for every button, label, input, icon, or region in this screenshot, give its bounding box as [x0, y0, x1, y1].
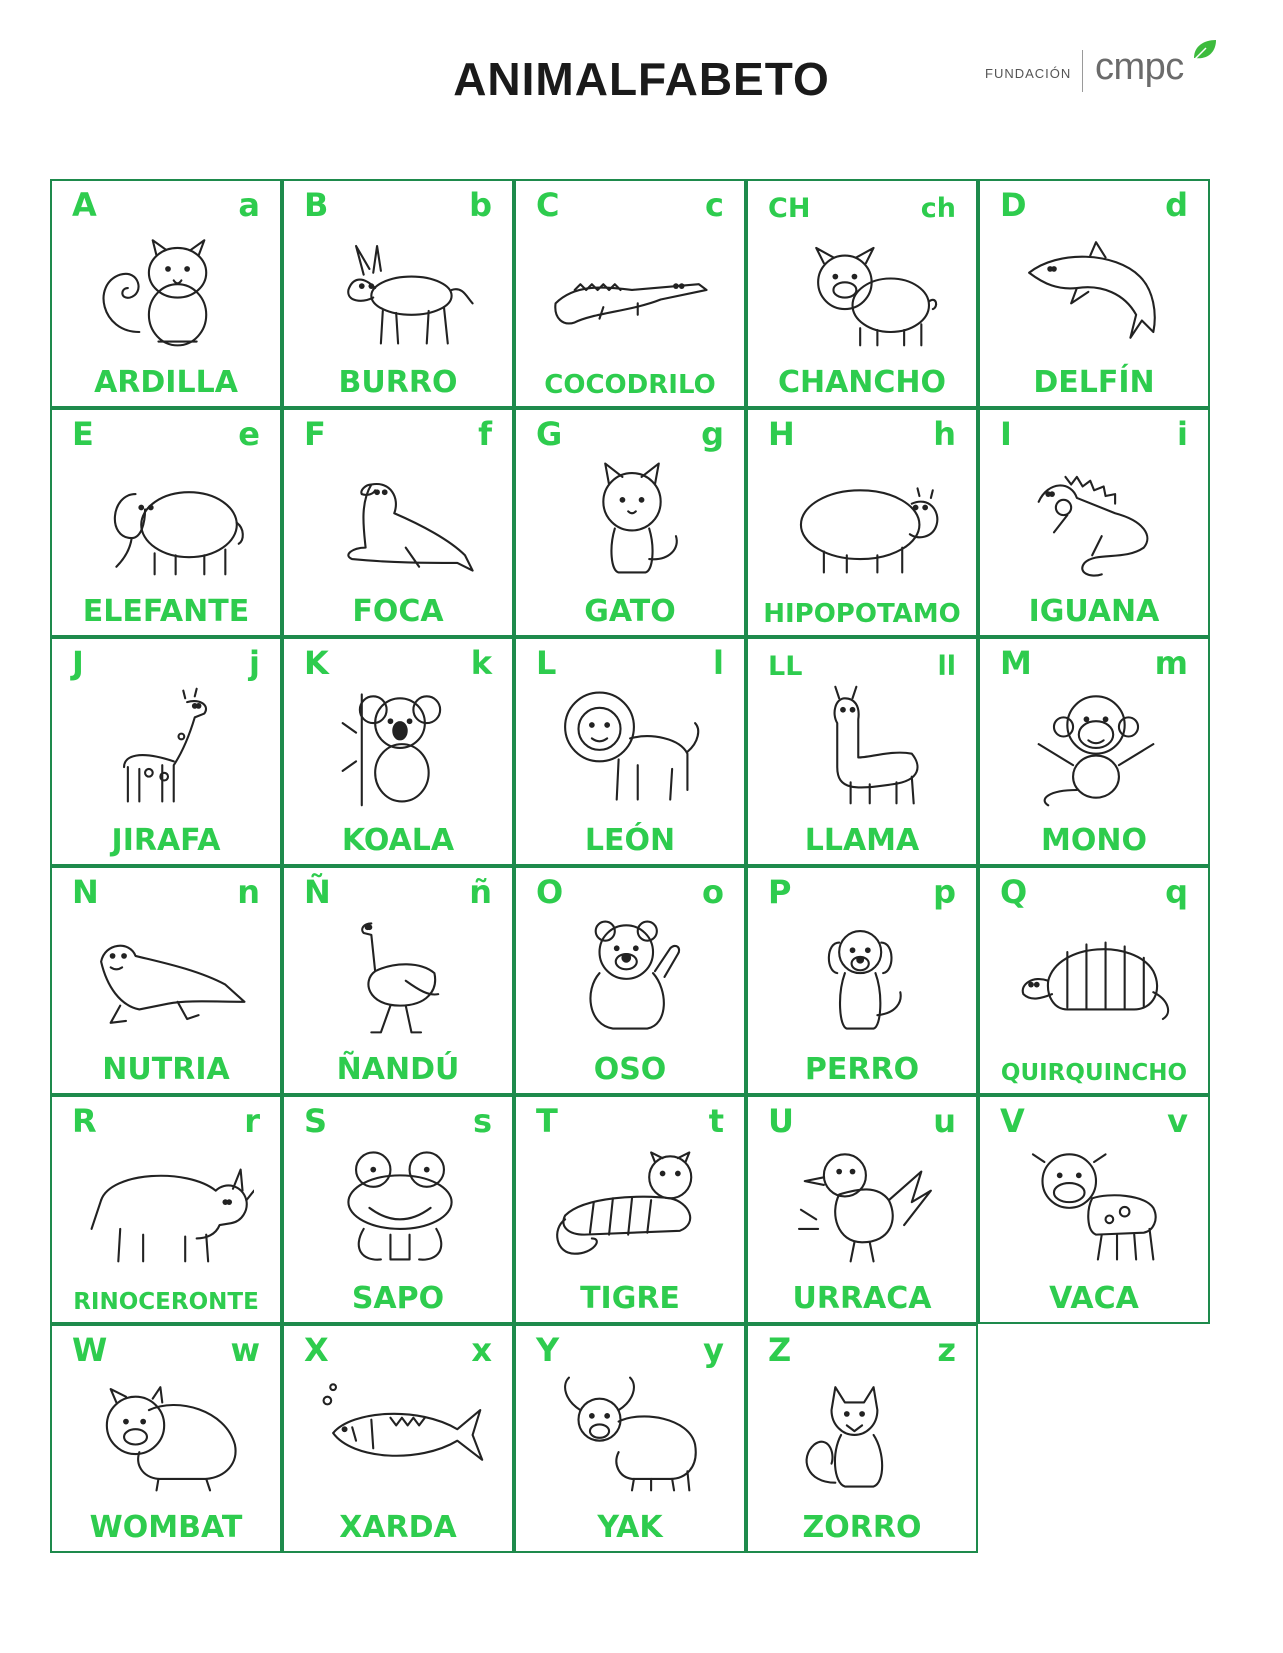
- magpie-icon: [778, 1141, 950, 1269]
- uppercase-letter: J: [72, 644, 84, 682]
- bear-icon: [546, 912, 718, 1040]
- lion-icon: [546, 683, 718, 811]
- animal-name: GATO: [584, 594, 676, 629]
- letter-card: [978, 408, 1210, 637]
- letter-card: [514, 1324, 746, 1553]
- lowercase-letter: ñ: [469, 873, 492, 911]
- animal-name: ARDILLA: [94, 365, 238, 400]
- uppercase-letter: Ñ: [304, 873, 331, 911]
- lowercase-letter: y: [703, 1331, 724, 1369]
- letter-card: [746, 179, 978, 408]
- letter-card: [50, 1095, 282, 1324]
- letter-card: [50, 1324, 282, 1553]
- lowercase-letter: o: [702, 873, 724, 911]
- uppercase-letter: LL: [768, 651, 803, 682]
- alphabet-grid: [50, 179, 1210, 1554]
- letter-card: [50, 179, 282, 408]
- lowercase-letter: q: [1165, 873, 1188, 911]
- cow-icon: [1010, 1141, 1182, 1269]
- letter-card: [282, 179, 514, 408]
- letter-card: [746, 1324, 978, 1553]
- mackerel-icon: [314, 1370, 486, 1498]
- lowercase-letter: b: [469, 186, 492, 224]
- animal-name: ÑANDÚ: [336, 1052, 460, 1087]
- uppercase-letter: A: [72, 186, 97, 224]
- lowercase-letter: s: [472, 1102, 492, 1140]
- uppercase-letter: T: [536, 1102, 558, 1140]
- letter-card: [746, 866, 978, 1095]
- lowercase-letter: m: [1154, 644, 1188, 682]
- uppercase-letter: N: [72, 873, 99, 911]
- logo-brand: cmpc: [1095, 46, 1184, 88]
- uppercase-letter: B: [304, 186, 329, 224]
- animal-name: TIGRE: [580, 1281, 680, 1316]
- uppercase-letter: Q: [1000, 873, 1028, 911]
- elephant-icon: [82, 454, 254, 582]
- lowercase-letter: k: [470, 644, 492, 682]
- uppercase-letter: V: [1000, 1102, 1025, 1140]
- letter-card: [514, 866, 746, 1095]
- animal-name: IGUANA: [1028, 594, 1160, 629]
- animal-name: LEÓN: [584, 823, 676, 858]
- uppercase-letter: X: [304, 1331, 329, 1369]
- uppercase-letter: H: [768, 415, 795, 453]
- letter-card: [282, 866, 514, 1095]
- dolphin-icon: [1010, 225, 1182, 353]
- hippo-icon: [778, 454, 950, 582]
- cmpc-logo: [985, 44, 1225, 104]
- iguana-icon: [1010, 454, 1182, 582]
- letter-card: [746, 637, 978, 866]
- animal-name: HIPOPOTAMO: [763, 599, 961, 629]
- letter-card: [50, 408, 282, 637]
- lowercase-letter: ch: [920, 193, 956, 224]
- monkey-icon: [1010, 683, 1182, 811]
- koala-icon: [314, 683, 486, 811]
- uppercase-letter: G: [536, 415, 563, 453]
- giraffe-icon: [82, 683, 254, 811]
- animal-name: COCODRILO: [544, 370, 716, 400]
- page-title: ANIMALFABETO: [453, 53, 830, 105]
- lowercase-letter: t: [708, 1102, 724, 1140]
- fox-icon: [778, 1370, 950, 1498]
- letter-card: [746, 1095, 978, 1324]
- animal-name: QUIRQUINCHO: [1000, 1060, 1188, 1086]
- lowercase-letter: w: [230, 1331, 260, 1369]
- llama-icon: [778, 683, 950, 811]
- uppercase-letter: M: [1000, 644, 1032, 682]
- animal-name: MONO: [1041, 823, 1147, 858]
- lowercase-letter: ll: [937, 651, 956, 682]
- lowercase-letter: j: [249, 644, 260, 682]
- letter-card: [282, 408, 514, 637]
- tiger-icon: [546, 1141, 718, 1269]
- animal-name: JIRAFA: [111, 823, 221, 858]
- dog-icon: [778, 912, 950, 1040]
- animal-name: OSO: [593, 1052, 667, 1087]
- wombat-icon: [82, 1370, 254, 1498]
- animal-name: RINOCERONTE: [73, 1289, 259, 1315]
- animal-name: WOMBAT: [89, 1510, 243, 1545]
- lowercase-letter: e: [238, 415, 260, 453]
- letter-card: [978, 866, 1210, 1095]
- letter-card: [978, 637, 1210, 866]
- uppercase-letter: E: [72, 415, 94, 453]
- lowercase-letter: l: [713, 644, 724, 682]
- letter-card: [746, 408, 978, 637]
- animal-name: URRACA: [792, 1281, 932, 1316]
- animal-name: SAPO: [351, 1281, 445, 1316]
- lowercase-letter: g: [701, 415, 724, 453]
- uppercase-letter: F: [304, 415, 326, 453]
- lowercase-letter: v: [1167, 1102, 1188, 1140]
- uppercase-letter: Y: [536, 1331, 560, 1369]
- letter-card: [282, 1095, 514, 1324]
- lowercase-letter: p: [933, 873, 956, 911]
- uppercase-letter: U: [768, 1102, 794, 1140]
- leaf-icon: [1190, 36, 1220, 66]
- logo-divider: [1082, 50, 1083, 92]
- animal-name: FOCA: [352, 594, 444, 629]
- armadillo-icon: [1010, 912, 1182, 1040]
- lowercase-letter: a: [238, 186, 260, 224]
- animal-name: CHANCHO: [777, 365, 947, 400]
- letter-card: [282, 1324, 514, 1553]
- donkey-icon: [314, 225, 486, 353]
- uppercase-letter: CH: [768, 193, 811, 224]
- lowercase-letter: f: [478, 415, 492, 453]
- animal-name: XARDA: [339, 1510, 457, 1545]
- logo-prefix: FUNDACIÓN: [985, 66, 1072, 81]
- lowercase-letter: x: [471, 1331, 492, 1369]
- lowercase-letter: z: [937, 1331, 956, 1369]
- uppercase-letter: O: [536, 873, 564, 911]
- lowercase-letter: r: [244, 1102, 260, 1140]
- animal-name: YAK: [597, 1510, 663, 1545]
- uppercase-letter: C: [536, 186, 560, 224]
- otter-icon: [82, 912, 254, 1040]
- uppercase-letter: D: [1000, 186, 1027, 224]
- uppercase-letter: P: [768, 873, 792, 911]
- pig-icon: [778, 225, 950, 353]
- lowercase-letter: d: [1165, 186, 1188, 224]
- animal-name: NUTRIA: [102, 1052, 230, 1087]
- letter-card: [50, 637, 282, 866]
- letter-card: [514, 637, 746, 866]
- letter-card: [514, 179, 746, 408]
- uppercase-letter: W: [72, 1331, 108, 1369]
- letter-card: [282, 637, 514, 866]
- animal-name: ZORRO: [802, 1510, 922, 1545]
- uppercase-letter: K: [304, 644, 329, 682]
- lowercase-letter: u: [933, 1102, 956, 1140]
- squirrel-icon: [82, 225, 254, 353]
- lowercase-letter: i: [1177, 415, 1188, 453]
- letter-card: [978, 1095, 1210, 1324]
- animal-name: BURRO: [338, 365, 458, 400]
- rhino-icon: [82, 1141, 254, 1269]
- uppercase-letter: S: [304, 1102, 328, 1140]
- animal-name: VACA: [1049, 1281, 1139, 1316]
- uppercase-letter: R: [72, 1102, 97, 1140]
- letter-card: [514, 408, 746, 637]
- uppercase-letter: L: [536, 644, 557, 682]
- animal-name: PERRO: [804, 1052, 920, 1087]
- animal-name: ELEFANTE: [82, 594, 250, 629]
- letter-card: [50, 866, 282, 1095]
- letter-card: [514, 1095, 746, 1324]
- uppercase-letter: Z: [768, 1331, 792, 1369]
- lowercase-letter: c: [705, 186, 724, 224]
- animal-name: KOALA: [341, 823, 455, 858]
- letter-card: [978, 179, 1210, 408]
- animal-name: DELFÍN: [1033, 365, 1155, 400]
- cat-icon: [546, 454, 718, 582]
- frog-icon: [314, 1141, 486, 1269]
- uppercase-letter: I: [1000, 415, 1012, 453]
- lowercase-letter: n: [237, 873, 260, 911]
- yak-icon: [546, 1370, 718, 1498]
- crocodile-icon: [546, 225, 718, 353]
- animal-name: LLAMA: [804, 823, 920, 858]
- seal-icon: [314, 454, 486, 582]
- lowercase-letter: h: [933, 415, 956, 453]
- rhea-icon: [314, 912, 486, 1040]
